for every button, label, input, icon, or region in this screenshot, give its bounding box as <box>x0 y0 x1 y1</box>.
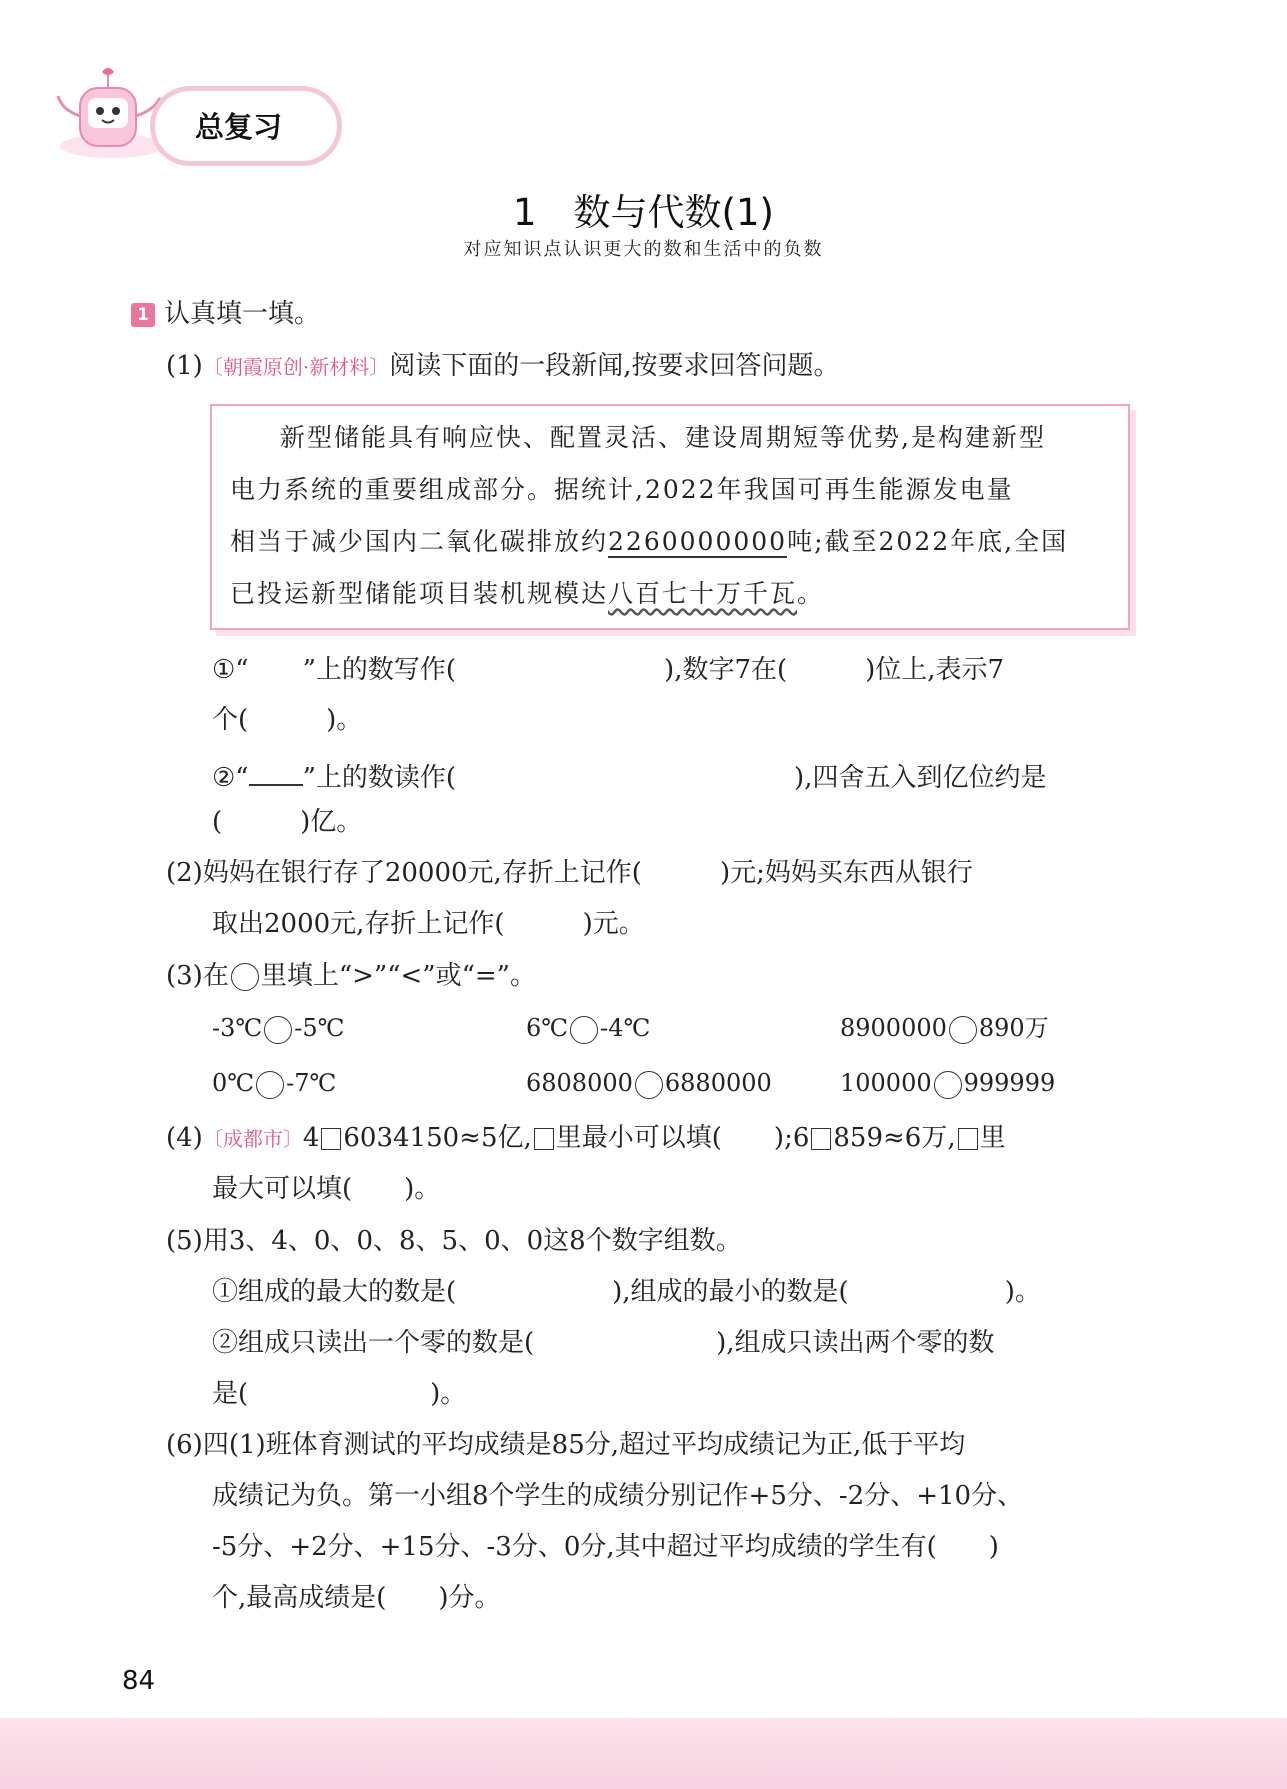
digit-box[interactable] <box>811 1128 831 1150</box>
compare-circle[interactable] <box>256 1071 284 1099</box>
q4-line1: (4)〔成都市〕4 6034150≈5亿, 里最小可以填( );6 859≈6万, 里 <box>166 1123 1006 1153</box>
news-number-underlined: 2260000000 <box>608 527 788 556</box>
compare-circle <box>231 963 259 991</box>
q1-instruction: 阅读下面的一段新闻,按要求回答问题。 <box>389 351 840 381</box>
news-line-1: 新型储能具有响应快、配置灵活、建设周期短等优势,是构建新型 <box>280 423 1046 452</box>
digit-box <box>534 1128 554 1150</box>
digit-box <box>958 1128 978 1150</box>
compare-circle[interactable] <box>264 1016 292 1044</box>
q3-item-6: 100000 999999 <box>840 1069 1056 1097</box>
q4-source-tag: 〔成都市〕 <box>202 1127 303 1151</box>
q1-number: (1) <box>166 351 203 381</box>
q3-item-2: 6℃ -4℃ <box>526 1014 651 1042</box>
q6-line3: -5分、+2分、+15分、-3分、0分,其中超过平均成绩的学生有( ) <box>212 1532 999 1562</box>
q2-line2: 取出2000元,存折上记作( )元。 <box>212 909 645 939</box>
page-number: 84 <box>122 1666 156 1696</box>
q1-sub2-line2: ( )亿。 <box>212 807 363 837</box>
news-line-4: 已投运新型储能项目装机规模达八百七十万千瓦。 <box>230 579 825 608</box>
q6-line4: 个,最高成绩是( )分。 <box>212 1583 501 1613</box>
compare-circle[interactable] <box>949 1016 977 1044</box>
section-heading: 认真填一填。 <box>164 299 321 329</box>
q3-instruction: (3)在 里填上“>”“<”或“=”。 <box>166 961 536 991</box>
news-box <box>210 404 1130 630</box>
news-line-2: 电力系统的重要组成部分。据统计,2022年我国可再生能源发电量 <box>230 475 1014 504</box>
page-title: 1 数与代数(1) <box>513 191 774 234</box>
q5-sub2: ②组成只读出一个零的数是( ),组成只读出两个零的数 <box>212 1328 995 1358</box>
header-tag-label: 总复习 <box>195 110 283 144</box>
q2-line1: (2)妈妈在银行存了20000元,存折上记作( )元;妈妈买东西从银行 <box>166 858 973 888</box>
q1-header <box>166 348 839 385</box>
q5-sub1: ①组成的最大的数是( ),组成的最小的数是( )。 <box>212 1277 1041 1307</box>
q3-item-5: 6808000 6880000 <box>526 1069 772 1097</box>
compare-circle[interactable] <box>570 1016 598 1044</box>
compare-circle[interactable] <box>934 1071 962 1099</box>
news-line-3: 相当于减少国内二氧化碳排放约2260000000吨;截至2022年底,全国 <box>230 527 1069 556</box>
q1-sub2-line1: ②“ ”上的数读作( ),四舍五入到亿位约是 <box>212 754 1046 796</box>
q4-line2: 最大可以填( )。 <box>212 1174 441 1204</box>
q3-item-4: 0℃ -7℃ <box>212 1069 337 1097</box>
straight-underline-mark <box>249 754 303 786</box>
page-subtitle: 对应知识点认识更大的数和生活中的负数 <box>463 239 824 260</box>
compare-circle[interactable] <box>635 1071 663 1099</box>
q5-sub2-line2: 是( )。 <box>212 1379 467 1409</box>
header-tag <box>150 86 342 166</box>
q1-sub1-line2: 个( )。 <box>212 705 363 735</box>
news-wavy-underlined: 八百七十万千瓦 <box>608 579 798 608</box>
q1-source-tag: 〔朝霞原创·新材料〕 <box>202 355 390 379</box>
q6-line2: 成绩记为负。第一小组8个学生的成绩分别记作+5分、-2分、+10分、 <box>212 1481 1024 1511</box>
q3-item-3: 8900000 890万 <box>840 1014 1049 1042</box>
q3-item-1: -3℃ -5℃ <box>212 1014 345 1042</box>
digit-box[interactable] <box>321 1128 341 1150</box>
q1-sub1-line1: ①“ ”上的数写作( ),数字7在( )位上,表示7 <box>212 652 1004 688</box>
q5-line1: (5)用3、4、0、0、8、5、0、0这8个数字组数。 <box>166 1226 742 1256</box>
section-number-badge: 1 <box>131 303 155 327</box>
q6-line1: (6)四(1)班体育测试的平均成绩是85分,超过平均成绩记为正,低于平均 <box>166 1430 966 1460</box>
footer-band <box>0 1718 1287 1789</box>
wavy-underline-mark <box>249 652 303 678</box>
